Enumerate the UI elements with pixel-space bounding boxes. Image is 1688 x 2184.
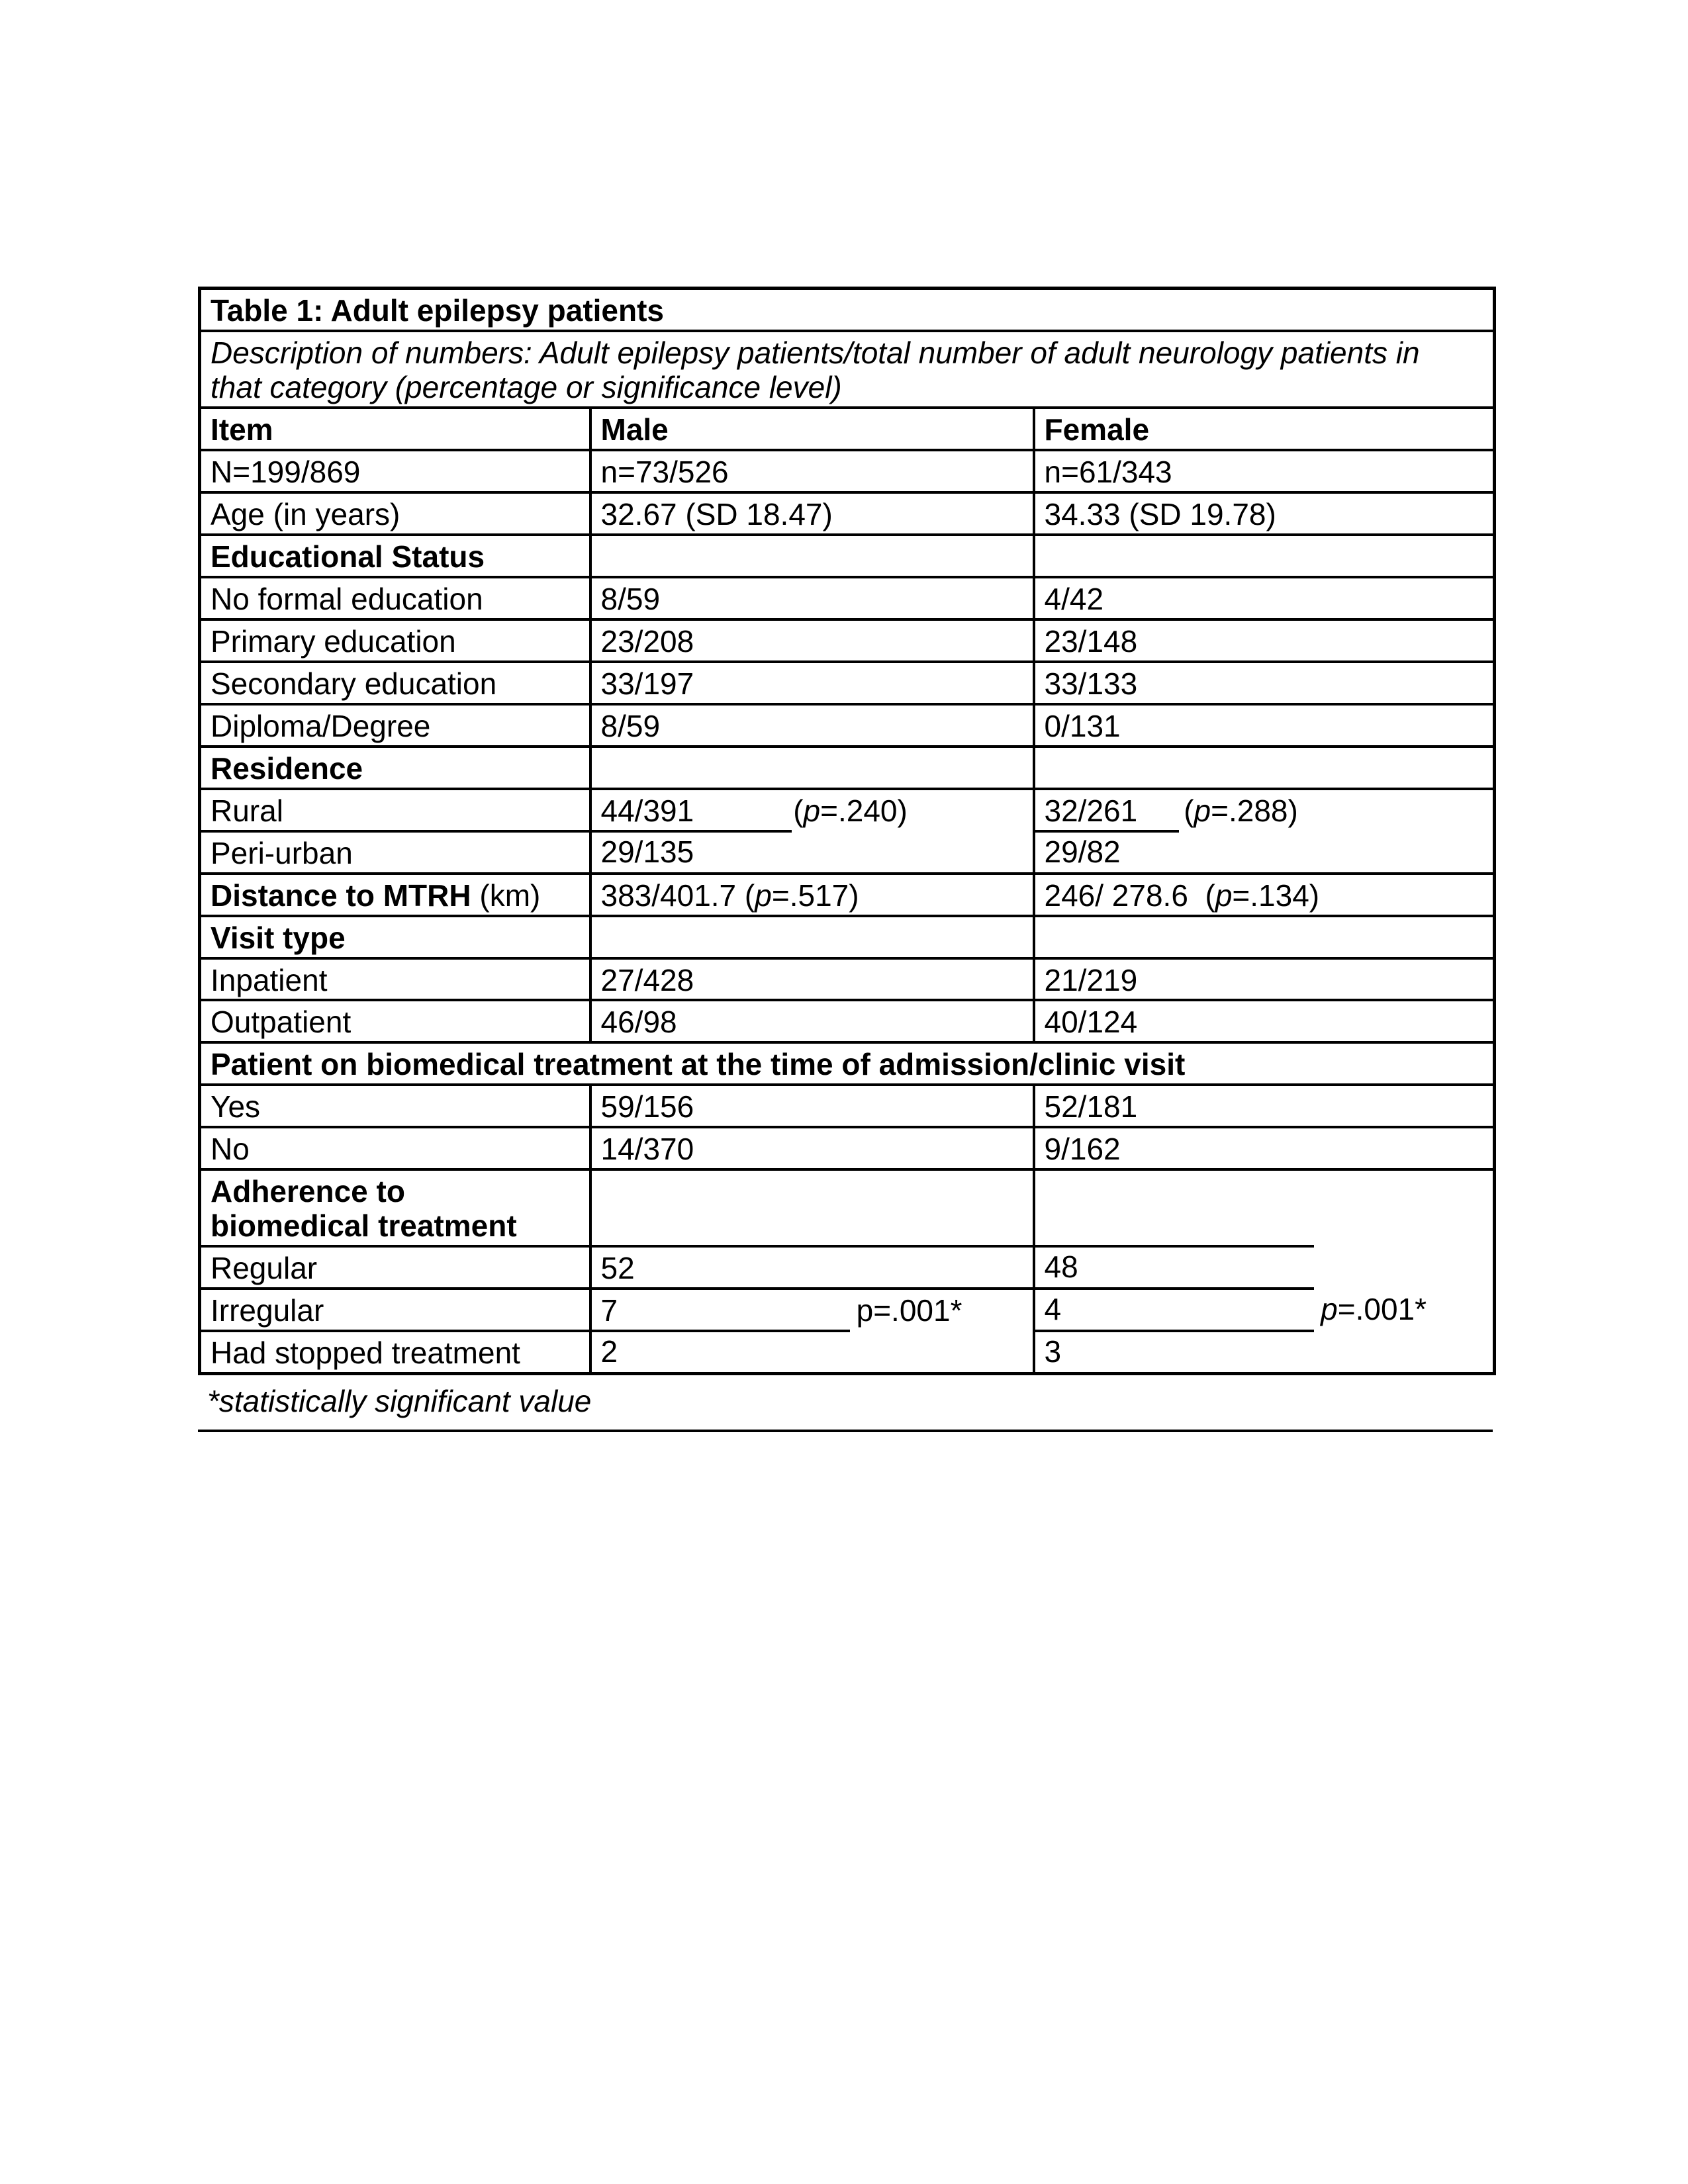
cell-no-female: 9/162 [1034,1127,1495,1169]
row-biomedical-treatment [200,1042,1495,1085]
cell-educational-status: Educational Status [200,535,590,577]
cell-age-male: 32.67 (SD 18.47) [590,492,1034,535]
cell-adherence-item [200,1169,590,1246]
cell-diploma-item: Diploma/Degree [200,704,590,747]
cell-irregular-item: Irregular [200,1289,590,1331]
row-adherence [200,1169,1495,1246]
row-n [200,450,1495,492]
row-visit-type [200,916,1495,958]
cell-n-female: n=61/343 [1034,450,1495,492]
irregular-female-pvalue: p=.001* [1321,1292,1427,1327]
row-yes [200,1085,1495,1127]
rural-male-sig: (p=.240) [793,793,908,828]
partial-border-line [589,830,792,833]
cell-inpatient-female: 21/219 [1034,958,1495,1001]
row-primary-education [200,619,1495,662]
cell-adherence-female-empty [1034,1169,1495,1246]
cell-rural-female [1034,789,1495,831]
cell-no-formal-item: No formal education [200,577,590,619]
cell-peri-urban-female: 29/82 [1034,831,1495,874]
cell-outpatient-male: 46/98 [590,1000,1034,1042]
cell-yes-female: 52/181 [1034,1085,1495,1127]
partial-border-line [589,1330,850,1332]
cell-regular-male: 52 [590,1246,1034,1289]
cell-outpatient-female: 40/124 [1034,1000,1495,1042]
cell-secondary-male: 33/197 [590,662,1034,704]
distance-item-bold: Distance to MTRH [211,878,471,913]
irregular-male-pvalue: p=.001* [856,1293,962,1328]
cell-regular-item: Regular [200,1246,590,1289]
cell-age-item: Age (in years) [200,492,590,535]
col-header-item: Item [200,408,590,450]
cell-distance-item [200,874,590,916]
table-title: Table 1: Adult epilepsy patients [200,289,1495,331]
cell-no-male: 14/370 [590,1127,1034,1169]
cell-diploma-male: 8/59 [590,704,1034,747]
cell-yes-male: 59/156 [590,1085,1034,1127]
rural-female-sig: (p=.288) [1184,793,1298,828]
cell-irregular-female: 4 p=.001* [1034,1289,1495,1331]
cell-regular-female: 48 [1034,1246,1495,1289]
cell-age-female: 34.33 (SD 19.78) [1034,492,1495,535]
partial-border-line [1033,830,1179,833]
cell-visit-type: Visit type [200,916,590,958]
distance-male-sig-p: p [755,878,772,913]
cell-secondary-female: 33/133 [1034,662,1495,704]
cell-peri-urban-item: Peri-urban [200,831,590,874]
rural-female-sig-p: p [1194,793,1211,828]
row-rural [200,789,1495,831]
partial-border-line [1033,1330,1314,1332]
rural-female-value: 32/261 [1044,793,1138,828]
row-column-headers [200,408,1495,450]
epilepsy-table-block [198,287,1493,1432]
adherence-item-line2: biomedical treatment [211,1208,517,1244]
cell-primary-item: Primary education [200,619,590,662]
cell-diploma-female: 0/131 [1034,704,1495,747]
rural-male-sig-p: p [803,793,821,828]
row-description [200,331,1495,408]
adherence-item-line1: Adherence to [211,1174,405,1209]
cell-distance-male: 383/401.7 (p=.517) [590,874,1034,916]
table-description-line2: that category (percentage or significance level) [211,369,842,404]
row-residence [200,747,1495,789]
cell-residence: Residence [200,747,590,789]
row-no [200,1127,1495,1169]
row-diploma-degree [200,704,1495,747]
cell-had-stopped-male: 2 [590,1331,1034,1373]
cell-irregular-male: 7 p=.001* [590,1289,1034,1331]
cell-educational-status-male-empty [590,535,1034,577]
cell-visit-type-female-empty [1034,916,1495,958]
cell-secondary-item: Secondary education [200,662,590,704]
table-footnote: *statistically significant value [207,1384,592,1419]
cell-inpatient-item: Inpatient [200,958,590,1001]
cell-educational-status-female-empty [1034,535,1495,577]
cell-no-item: No [200,1127,590,1169]
cell-primary-male: 23/208 [590,619,1034,662]
cell-yes-item: Yes [200,1085,590,1127]
cell-visit-type-male-empty [590,916,1034,958]
row-distance-to-mtrh [200,874,1495,916]
table-description-line1: Description of numbers: Adult epilepsy patients/total number of adult neurology patients in [211,335,1420,370]
cell-biomedical-treatment: Patient on biomedical treatment at the time of admission/clinic visit [200,1042,1495,1085]
col-header-male: Male [590,408,1034,450]
row-title [200,289,1495,331]
cell-no-formal-male: 8/59 [590,577,1034,619]
cell-rural-male [590,789,1034,831]
cell-residence-male-empty [590,747,1034,789]
cell-rural-item: Rural [200,789,590,831]
cell-had-stopped-female: 3 [1034,1331,1495,1373]
row-irregular [200,1289,1495,1331]
distance-item-units: (km) [471,878,541,913]
row-had-stopped-treatment [200,1331,1495,1373]
cell-inpatient-male: 27/428 [590,958,1034,1001]
cell-had-stopped-item: Had stopped treatment [200,1331,590,1373]
cell-distance-female: 246/ 278.6 (p=.134) [1034,874,1495,916]
distance-female-sig-p: p [1215,878,1233,913]
row-secondary-education [200,662,1495,704]
cell-residence-female-empty [1034,747,1495,789]
cell-primary-female: 23/148 [1034,619,1495,662]
row-age [200,492,1495,535]
epilepsy-table [198,287,1496,1375]
col-header-female: Female [1034,408,1495,450]
cell-peri-urban-male: 29/135 [590,831,1034,874]
row-inpatient [200,958,1495,1001]
cell-no-formal-female: 4/42 [1034,577,1495,619]
row-educational-status [200,535,1495,577]
table-description [200,331,1495,408]
cell-adherence-male-empty [590,1169,1034,1246]
cell-n-male: n=73/526 [590,450,1034,492]
cell-n-item: N=199/869 [200,450,590,492]
row-peri-urban [200,831,1495,874]
cell-outpatient-item: Outpatient [200,1000,590,1042]
row-no-formal-education [200,577,1495,619]
rural-male-value: 44/391 [600,793,694,828]
footnote-rule [198,1430,1493,1432]
row-outpatient [200,1000,1495,1042]
row-regular [200,1246,1495,1289]
